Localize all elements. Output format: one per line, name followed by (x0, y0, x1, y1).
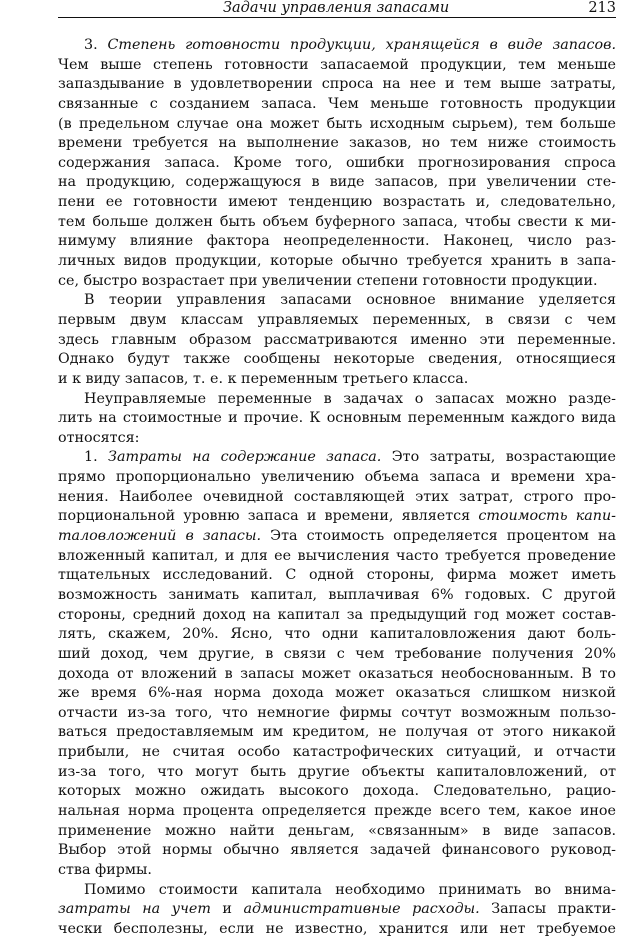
text-line: Чем выше степень готовности запасаемой продукции, тем меньше (58, 56, 616, 73)
text-line: лять, скажем, 20%. Ясно, что одни капиталовложения дают боль- (58, 626, 616, 643)
text-line: содержания запаса. Кроме того, ошибки прогнозирования спроса (58, 154, 616, 171)
text-line: стороны, средний доход на капитал за предыдущий год может состав- (58, 606, 616, 623)
text-line: вложенный капитал, и для ее вычисления часто требуется проведение (58, 547, 616, 564)
text-line: тщательных исследований. С одной стороны, фирма может иметь (58, 567, 616, 584)
text-line: Выбор этой нормы обычно является задачей финансового руковод- (58, 842, 616, 859)
text-line: дохода от вложений в запасы может оказаться необоснованным. В то (58, 665, 616, 682)
text-line: применение можно найти деньгам, «связанным» в виде запасов. (58, 822, 616, 839)
text-line: (в предельном случае она может быть исходным сырьем), тем больше (58, 115, 616, 132)
text-line: первым двум классам управляемых переменных, в связи с чем (58, 311, 616, 328)
text-line: ваться предоставляемым им кредитом, не получая от этого никакой (58, 724, 616, 741)
text-line: здесь главным образом рассматриваются именно эти переменные. (58, 331, 616, 348)
text-line: ший доход, чем другие, в связи с чем требование получения 20% (58, 645, 616, 662)
text-line: Неуправляемые переменные в задачах о запасах можно разде- (84, 390, 616, 407)
text-line: на продукцию, содержащуюся в виде запасов, при увеличении сте- (58, 174, 616, 191)
text-line: же время 6%-ная норма дохода может оказаться слишком низкой (58, 685, 616, 702)
text-line: времени требуется на выполнение заказов, но тем ниже стоимость (58, 135, 616, 152)
text-line: из-за того, что могут быть другие объекты капиталовложений, от (58, 763, 616, 780)
text-line: се, быстро возрастает при увеличении степени готовности продукции. (58, 272, 598, 289)
text-line: лить на стоимостные и прочие. К основным переменным каждого вида (58, 410, 616, 427)
text-line: связанные с созданием запаса. Чем меньше готовность продукции (58, 95, 616, 112)
body-text (58, 36, 616, 939)
text-line: тем больше должен быть объем буферного запаса, чтобы свести к ми- (58, 213, 616, 230)
text-line: которых можно ожидать высокого дохода. Следовательно, рацио- (58, 783, 616, 800)
text-line: прибыли, не считая особо катастрофических ситуаций, и отчасти (58, 744, 616, 761)
text-line: относятся: (58, 429, 140, 446)
text-line: возможность занимать капитал, выплачивая 6% годовых. С другой (58, 586, 616, 603)
text-line: Помимо стоимости капитала необходимо принимать во внима- (84, 881, 616, 898)
page-header (58, 0, 616, 18)
text-line: личных видов продукции, которые обычно требуется хранить в запа- (58, 253, 616, 270)
text-line: пени ее готовности имеют тенденцию возрастать и, следовательно, (58, 194, 616, 211)
text-line: таловложений в запасы. Эта стоимость определяется процентом на (58, 528, 616, 545)
text-line: чески бесполезны, если не известно, хранится или нет требуемое (58, 920, 616, 937)
text-line: затраты на учет и административные расходы. Запасы практи- (58, 901, 616, 918)
text-line: запаздывание в удовлетворении спроса на нее и тем выше затраты, (58, 76, 616, 93)
running-title: Задачи управления запасами (223, 0, 450, 16)
text-line: 3. Степень готовности продукции, хранящейся в виде запасов. (84, 37, 616, 53)
text-line: В теории управления запасами основное внимание уделяется (84, 292, 616, 309)
text-line: порциональной уровню запаса и времени, является стоимость капи- (58, 508, 616, 525)
text-line: и к виду запасов, т. е. к переменным третьего класса. (58, 370, 469, 387)
text-line: ства фирмы. (58, 861, 152, 878)
text-line: отчасти из-за того, что немногие фирмы сочтут возможным пользо- (58, 704, 616, 721)
page-number: 213 (588, 0, 616, 16)
text-line: 1. Затраты на содержание запаса. Это затраты, возрастающие (84, 449, 616, 466)
text-line: нальная норма процента определяется прежде всего тем, какое иное (58, 802, 616, 819)
text-line: нения. Наиболее очевидной составляющей этих затрат, строго про- (58, 488, 616, 505)
text-line: прямо пропорционально увеличению объема запаса и времени хра- (58, 469, 616, 486)
text-line: нимуму влияние фактора неопределенности. Наконец, число раз- (58, 233, 616, 250)
text-line: Однако будут также сообщены некоторые сведения, относящиеся (58, 351, 616, 368)
